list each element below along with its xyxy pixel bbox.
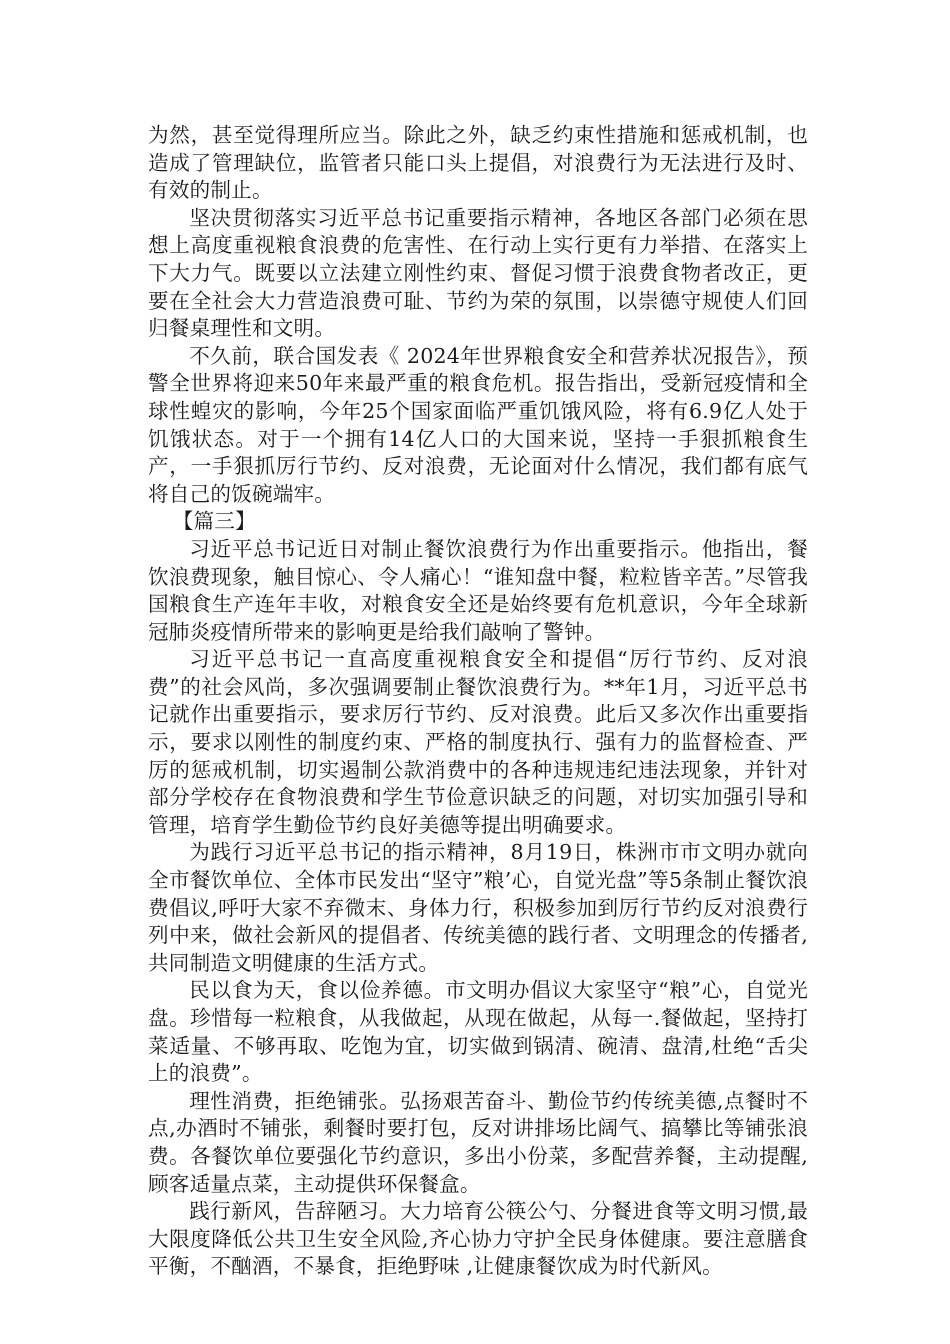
paragraph-5: 习近平总书记一直高度重视粮食安全和提倡“厉行节约、反对浪费”的社会风尚，多次强调要制止餐饮浪费行为。**年1月，习近平总书记就作出重要指示，要求厉行节约、反对浪费。此后又多次作出重要指示，要求以刚性的制度约束、严格的制度执行、强有力的监督检查、严厉的惩戒机制，切实遏制公款消费中的各种违规违纪违法现象，并针对部分学校存在食物浪费和学生节俭意识缺乏的问题，对切实加强引导和管理，培育学生勤俭节约良好美德等提出明确要求。: [148, 647, 808, 837]
paragraph-6: 为践行习近平总书记的指示精神，8月19日，株洲市市文明办就向全市餐饮单位、全体市民发出“坚守”粮’心，自觉光盘”等5条制止餐饮浪费倡议,呼吁大家不弃微末、身体力行，积极参加到厉行节约反对浪费行列中来，做社会新风的提倡者、传统美德的践行者、文明理念的传播者,共同制造文明健康的生活方式。: [148, 840, 808, 975]
paragraph-1: 为然，甚至觉得理所应当。除此之外，缺乏约束性措施和惩戒机制，也造成了管理缺位，监管者只能口头上提倡，对浪费行为无法进行及时、有效的制止。: [148, 123, 808, 203]
paragraph-8: 理性消费，拒绝铺张。弘扬艰苦奋斗、勤俭节约传统美德,点餐时不点,办酒时不铺张，剩餐时要打包，反对讲排场比阔气、搞攀比等铺张浪费。各餐饮单位要强化节约意识，多出小份菜，多配营养餐，主动提醒,顾客适量点菜，主动提供环保餐盒。: [148, 1088, 808, 1196]
paragraph-9: 践行新风，告辞陋习。大力培育公筷公勺、分餐进食等文明习惯,最大限度降低公共卫生安全风险,齐心协力守护全民身体健康。要注意膳食平衡，不酗酒，不暴食，拒绝野味 ,让健康餐饮成为时代新风。: [148, 1199, 808, 1279]
section-heading: 【篇三】: [172, 509, 256, 534]
paragraph-2: 坚决贯彻落实习近平总书记重要指示精神，各地区各部门必须在思想上高度重视粮食浪费的危害性、在行动上实行更有力举措、在落实上下大力气。既要以立法建立刚性约束、督促习惯于浪费食物者改正，更要在全社会大力营造浪费可耻、节约为荣的氛围，以崇德守规使人们回归餐桌理性和文明。: [148, 205, 808, 341]
paragraph-7: 民以食为天，食以俭养德。市文明办倡议大家坚守“粮”心，自觉光盘。珍惜每一粒粮食，从我做起，从现在做起，从每一.餐做起，坚持打菜适量、不够再取、吃饱为宜，切实做到锅清、碗清、盘清,杜绝“舌尖上的浪费”。: [148, 978, 808, 1086]
document-body: [148, 122, 808, 1281]
paragraph-4: 习近平总书记近日对制止餐饮浪费行为作出重要指示。他指出，餐饮浪费现象，触目惊心、令人痛心！“谁知盘中餐，粒粒皆辛苦。”尽管我国粮食生产连年丰收，对粮食安全还是始终要有危机意识，今年全球新冠肺炎疫情所带来的影响更是给我们敲响了警钟。: [148, 536, 808, 644]
paragraph-3: 不久前，联合国发表《 2024年世界粮食安全和营养状况报告》，预警全世界将迎来50年来最严重的粮食危机。报告指出，受新冠疫情和全球性蝗灾的影响，今年25个国家面临严重饥饿风险，将有6.9亿人处于饥饿状态。对于一个拥有14亿人口的大国来说，坚持一手狠抓粮食生产，一手狠抓厉行节约、反对浪费，无论面对什么情况，我们都有底气将自己的饭碗端牢。: [148, 343, 808, 506]
